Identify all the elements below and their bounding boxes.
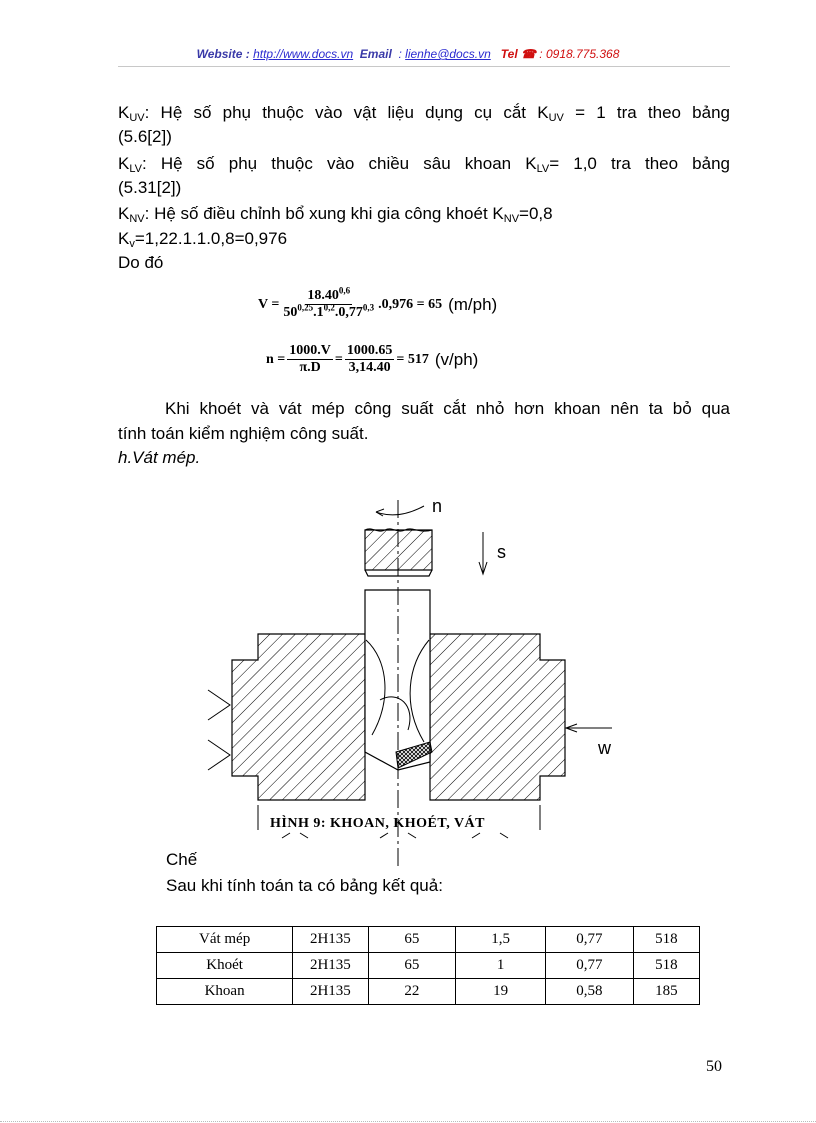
- table-cell: 185: [633, 979, 699, 1005]
- page-number: 50: [706, 1058, 722, 1075]
- website-link[interactable]: http://www.docs.vn: [253, 47, 354, 61]
- table-cell: 0,77: [545, 927, 633, 953]
- tel-number: : 0918.775.368: [539, 47, 620, 61]
- tel-label: Tel ☎: [500, 47, 536, 61]
- table-cell: 1: [456, 953, 546, 979]
- sau-khi-text: Sau khi tính toán ta có bảng kết quả:: [166, 876, 443, 895]
- kv-line: $K_v=1,22.1.1.0,8=0,976$: [118, 229, 288, 250]
- klv-ref: (5.31[2]): [118, 178, 182, 197]
- table-cell: 2H135: [293, 953, 368, 979]
- table-row: [157, 953, 700, 979]
- kuv-ref: (5.6[2]): [118, 127, 172, 146]
- knv-line: $K_{NV}$: Hệ số điều chỉnh bổ xung khi gia công khoét $K_{NV}=0,8$: [118, 204, 553, 225]
- label-n: n: [432, 496, 443, 516]
- table-cell: Khoan: [157, 979, 293, 1005]
- table-cell: 0,58: [545, 979, 633, 1005]
- workpiece-left: [232, 634, 365, 800]
- klv-line: $K_{LV}$: Hệ số phụ thuộc vào chiều sâu khoan $K_{LV}= 1,0$ tra theo bảng: [118, 154, 730, 175]
- table-cell: 65: [368, 953, 456, 979]
- label-s: s: [497, 542, 506, 562]
- table-cell: 2H135: [293, 979, 368, 1005]
- table-cell: 0,77: [545, 953, 633, 979]
- results-table: [156, 926, 700, 1005]
- table-cell: Khoét: [157, 953, 293, 979]
- formula-n-unit: (v/ph): [434, 349, 479, 369]
- table-cell: 2H135: [293, 927, 368, 953]
- table-row: [157, 979, 700, 1005]
- formula-n: n = $\frac{1000.V}{\pi.D}$ = $\frac{1000.65}{3,14.40}$ = 517 (v/ph): [266, 343, 479, 375]
- figure-caption: HÌNH 9: KHOAN, KHOÉT, VÁT: [270, 816, 486, 831]
- table-cell: Vát mép: [157, 927, 293, 953]
- email-label: Email: [359, 47, 392, 61]
- formula-v: V = $\frac{18.40^{0,6}}{50^{0,25}.1^{0,2}.0,77^{0,3}}$ .0,976 = 65 (m/ph): [258, 285, 498, 320]
- table-cell: 518: [633, 953, 699, 979]
- table-cell: 1,5: [456, 927, 546, 953]
- note-line-2: tính toán kiểm nghiệm công suất.: [118, 424, 369, 443]
- section-heading: h.Vát mép.: [118, 448, 201, 467]
- table-cell: 518: [633, 927, 699, 953]
- table-row: [157, 927, 700, 953]
- note-line-1: Khi khoét và vát mép công suất cắt nhỏ hơn khoan nên ta bỏ qua: [165, 399, 730, 418]
- email-link[interactable]: lienhe@docs.vn: [405, 47, 491, 61]
- label-w: w: [598, 738, 611, 758]
- formula-v-unit: (m/ph): [448, 294, 498, 314]
- email-separator: :: [398, 47, 402, 61]
- che-text: Chế: [166, 850, 198, 869]
- footer-divider: [0, 1121, 816, 1122]
- workpiece-right: [430, 634, 565, 800]
- do-do: Do đó: [118, 253, 164, 272]
- table-cell: 19: [456, 979, 546, 1005]
- kuv-line: $K_{UV}$: Hệ số phụ thuộc vào vật liệu dụng cụ cắt $K_{UV} = 1$ tra theo bảng: [118, 103, 731, 124]
- table-cell: 65: [368, 927, 456, 953]
- website-label: Website :: [196, 47, 250, 61]
- table-cell: 22: [368, 979, 456, 1005]
